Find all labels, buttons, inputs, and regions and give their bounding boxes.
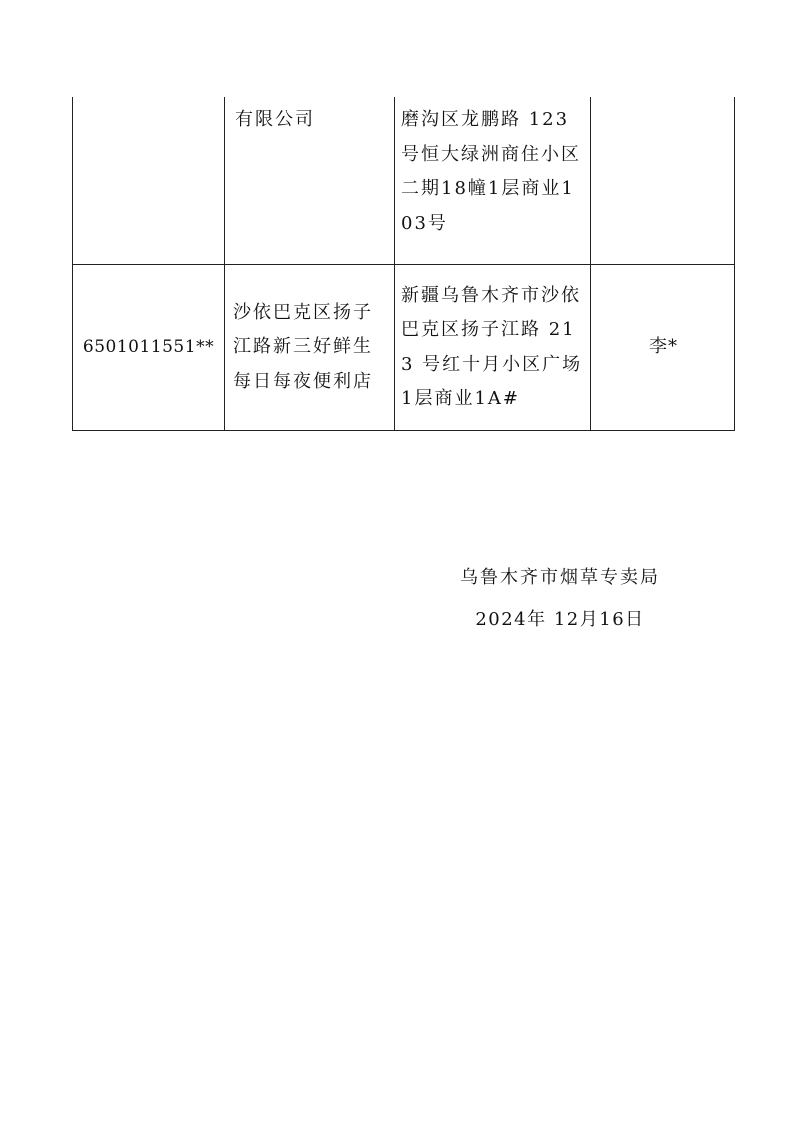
business-name-cell xyxy=(225,265,395,430)
business-address-text: 新疆乌鲁木齐市沙依巴克区扬子江路 213 号红十月小区广场1层商业1A# xyxy=(401,284,583,409)
table-row xyxy=(72,265,735,431)
license-code-cell xyxy=(73,97,225,264)
license-table xyxy=(72,97,735,431)
business-name-text: 沙依巴克区扬子江路新三好鲜生每日每夜便利店 xyxy=(233,301,373,392)
issue-date: 2024年 12月16日 xyxy=(475,609,645,630)
license-code-cell xyxy=(73,265,225,430)
license-code-text: 6501011551** xyxy=(82,337,215,358)
responsible-person-cell xyxy=(591,265,736,430)
table-row xyxy=(72,97,735,265)
issuing-organization: 乌鲁木齐市烟草专卖局 xyxy=(460,567,660,588)
business-name-cell: 有限公司 xyxy=(225,97,395,264)
business-address-cell xyxy=(395,265,591,430)
responsible-person-cell xyxy=(591,97,736,264)
responsible-person-text: 李* xyxy=(649,336,678,358)
business-address-cell: 磨沟区龙鹏路 123 号恒大绿洲商住小区二期18幢1层商业103号 xyxy=(395,97,591,264)
